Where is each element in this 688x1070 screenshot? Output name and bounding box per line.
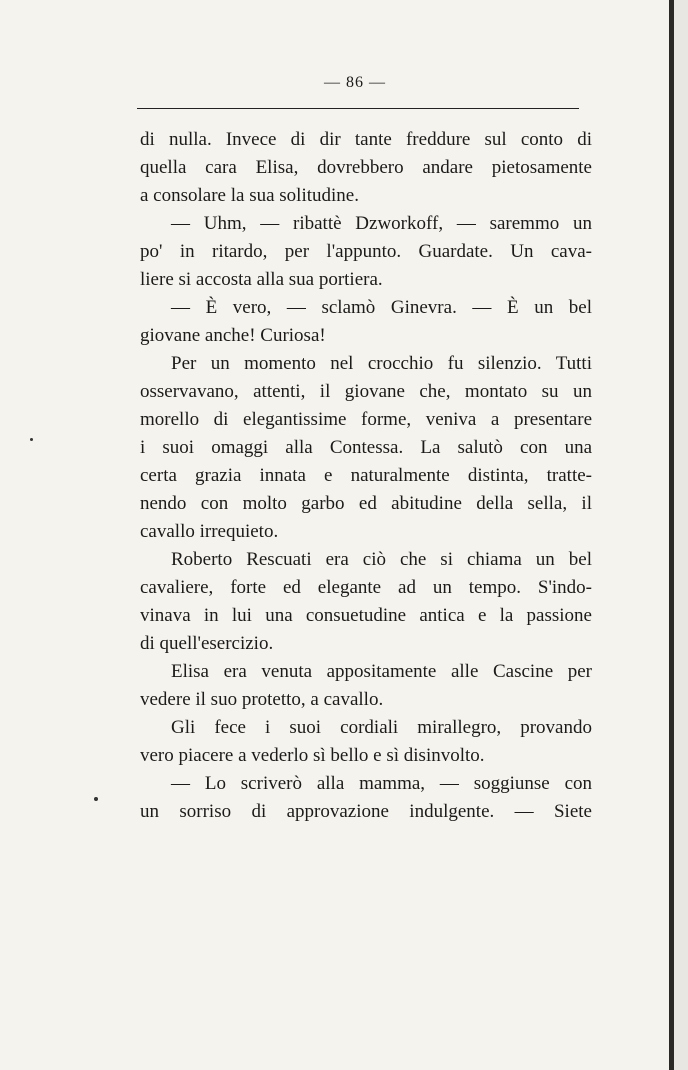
text-line: quella cara Elisa, dovrebbero andare pietosamente — [140, 157, 592, 178]
text-line: liere si accosta alla sua portiera. — [140, 269, 383, 290]
header-rule — [137, 108, 579, 109]
text-line: giovane anche! Curiosa! — [140, 325, 326, 346]
text-line: morello di elegantissime forme, veniva a presentare — [140, 409, 592, 430]
text-line: cavaliere, forte ed elegante ad un tempo. S'indo- — [140, 577, 592, 598]
text-line: vero piacere a vederlo sì bello e sì disinvolto. — [140, 745, 485, 766]
binding-edge — [669, 0, 674, 1070]
page-number: — 86 — — [324, 74, 386, 91]
text-line: Gli fece i suoi cordiali mirallegro, provando — [171, 717, 592, 738]
text-line: Elisa era venuta appositamente alle Cascine per — [171, 661, 592, 682]
text-line: i suoi omaggi alla Contessa. La salutò con una — [140, 437, 592, 458]
text-line: un sorriso di approvazione indulgente. — Siete — [140, 801, 592, 822]
text-line: vedere il suo protetto, a cavallo. — [140, 689, 384, 710]
text-line: — È vero, — sclamò Ginevra. — È un bel — [171, 297, 592, 318]
text-line: cavallo irrequieto. — [140, 521, 279, 542]
text-line: Per un momento nel crocchio fu silenzio. Tutti — [171, 353, 592, 374]
body-text — [140, 126, 592, 826]
text-line: osservavano, attenti, il giovane che, montato su un — [140, 381, 592, 402]
text-line: a consolare la sua solitudine. — [140, 185, 359, 206]
page-gutter-shadow — [674, 0, 688, 1070]
text-line: po' in ritardo, per l'appunto. Guardate. Un cava- — [140, 241, 592, 262]
text-line: Roberto Rescuati era ciò che si chiama un bel — [171, 549, 592, 570]
text-line: — Lo scriverò alla mamma, — soggiunse con — [171, 773, 592, 794]
text-line: di nulla. Invece di dir tante freddure sul conto di — [140, 129, 592, 150]
print-speck — [94, 797, 98, 801]
text-line: certa grazia innata e naturalmente distinta, tratte- — [140, 465, 592, 486]
text-line: nendo con molto garbo ed abitudine della sella, il — [140, 493, 592, 514]
text-line: — Uhm, — ribattè Dzworkoff, — saremmo un — [171, 213, 592, 234]
text-line: vinava in lui una consuetudine antica e la passione — [140, 605, 592, 626]
print-speck — [30, 438, 33, 441]
text-line: di quell'esercizio. — [140, 633, 274, 654]
